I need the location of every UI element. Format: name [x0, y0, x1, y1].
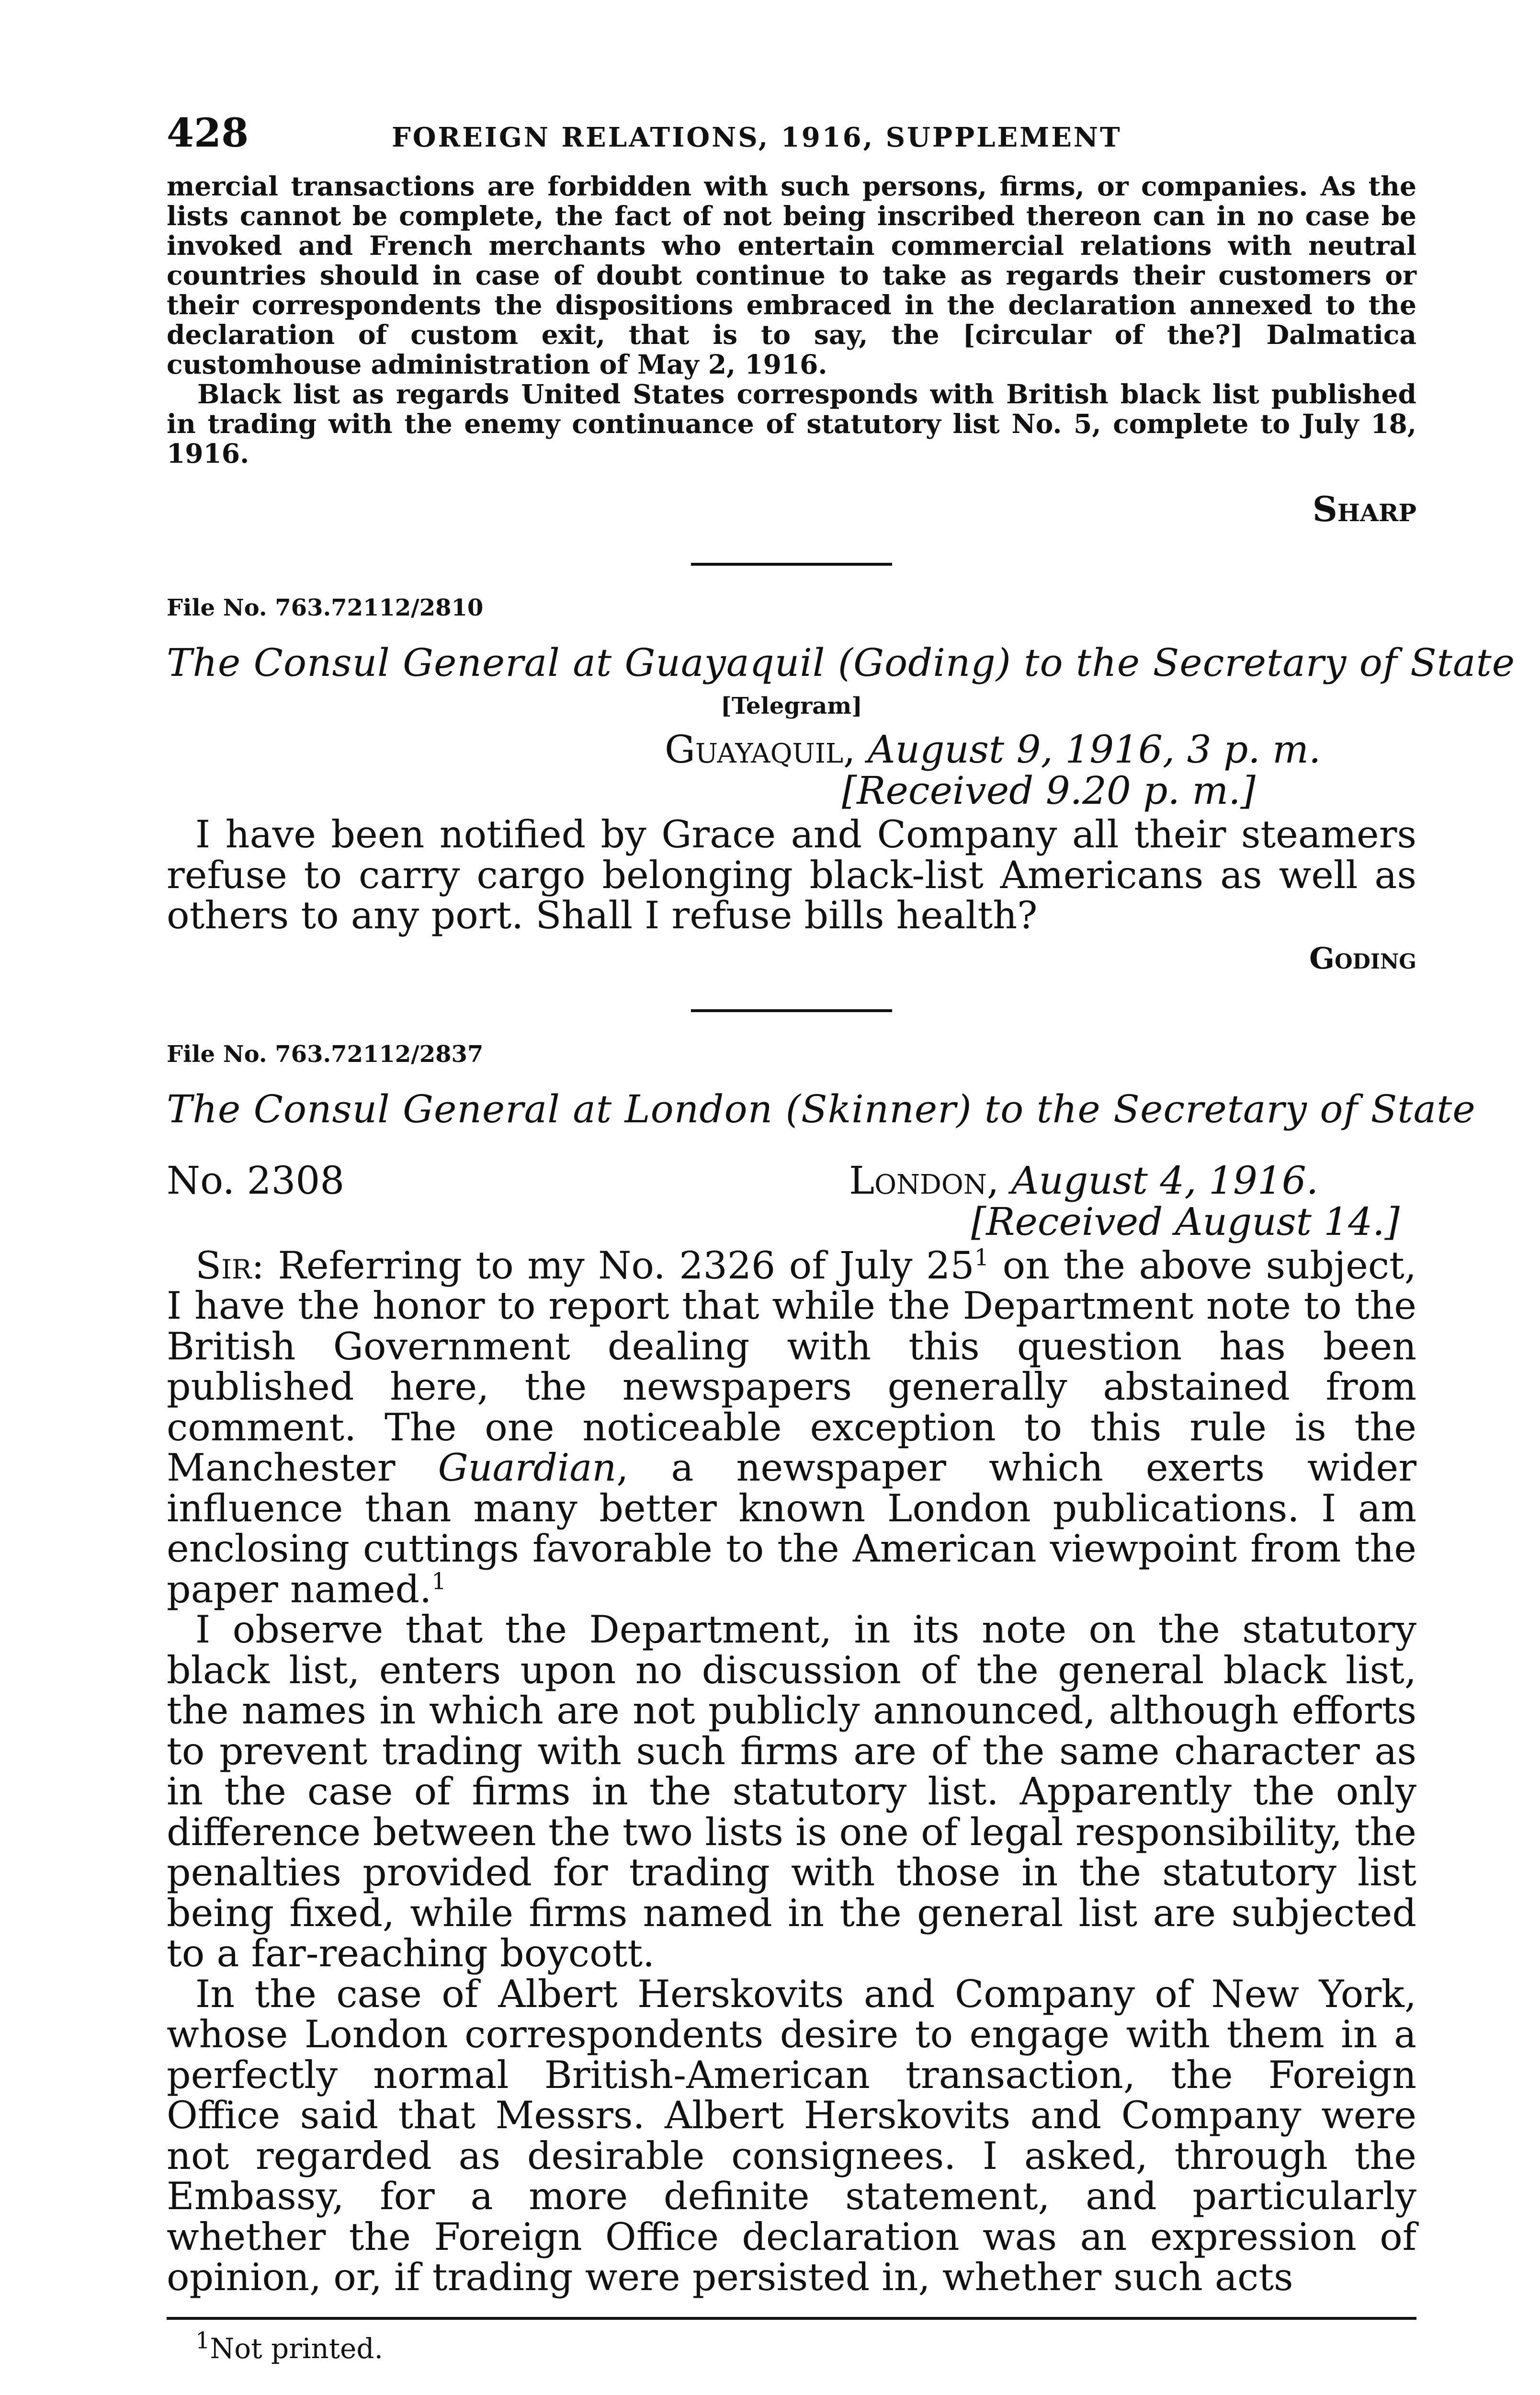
heading-name: Skinner — [801, 1086, 957, 1131]
footnote-marker: 1 — [195, 2327, 210, 2354]
continuation-paragraph-1: mercial transactions are forbidden with such persons, firms, or companies. As the lists cannot be complete, the fact of not being inscribed thereon can in no case be invoked and French merchants who entertain commercial relations with neutral countries should in case of doubt continue to take as regards their customers or their correspondents the dispositions embraced in the declaration annexed to the declaration of custom exit, that is to say, the [circular of the?] Dalmatica customhouse administration of May 2, 1916. — [167, 171, 1416, 380]
document-london — [167, 1040, 1476, 2299]
footnote-divider — [167, 2317, 1416, 2320]
signature-sharp: Sharp — [1312, 489, 1416, 529]
number-dateline-row — [167, 1160, 1416, 1201]
page-header — [167, 110, 1416, 168]
footnote — [167, 2327, 1416, 2365]
telegram-label: [Telegram] — [721, 693, 862, 719]
received-line: [Received August 14.] — [971, 1199, 1400, 1244]
document-heading — [167, 640, 1516, 685]
section-divider-1 — [691, 563, 892, 566]
telegram-body: I have been notified by Grace and Company all their steamers refuse to carry cargo belonging black-list Americans as well as others to any port. Shall I refuse bills health? — [167, 812, 1416, 937]
paragraph-text: on the above subject, I have the honor to report that while the Department note to the British Government dealing with this question has been published here, the newspapers generally abstained from comment. The one noticeable exception to this rule is the Manchester — [167, 1243, 1416, 1490]
letter-paragraph-2: I observe that the Department, in its note on the statutory black list, enters upon no discussion of the general black list, the names in which are not publicly announced, although efforts to prevent trading with such firms are of the same character as in the case of firms in the statutory list. Apparently the only difference between the two lists is one of legal responsibility, the penalties provided for trading with those in the statutory list being fixed, while firms named in the general list are subjected to a far-reaching boycott. — [167, 1608, 1416, 1975]
document-page — [167, 110, 1516, 2365]
continuation-section — [167, 171, 1416, 529]
signature-goding: Goding — [1309, 940, 1416, 976]
dateline-date: August 4, 1916. — [1011, 1158, 1319, 1203]
document-guayaquil — [167, 594, 1516, 976]
dateline-place: Guayaquil, — [665, 727, 856, 772]
salutation: Sir — [195, 1243, 252, 1288]
footnote-ref: 1 — [974, 1244, 989, 1271]
paragraph-text: : Referring to my No. 2326 of July 25 — [251, 1243, 974, 1288]
footnote-text: Not printed. — [210, 2332, 383, 2365]
file-number: File No. 763.72112/2837 — [167, 1040, 484, 1068]
letter-paragraph-1 — [167, 1245, 1416, 1610]
dateline-date: August 9, 1916, 3 p. m. — [867, 727, 1321, 772]
dateline-place: London, — [849, 1158, 999, 1203]
heading-text-end: ) to the Secretary of State — [996, 640, 1516, 685]
section-divider-2 — [691, 1009, 892, 1012]
heading-name: Goding — [853, 640, 996, 685]
dateline — [167, 729, 1416, 770]
dispatch-number: No. 2308 — [167, 1158, 345, 1203]
heading-text-start: The Consul General at Guayaquil ( — [167, 640, 854, 685]
footnote-ref: 1 — [431, 1568, 446, 1595]
running-head: FOREIGN RELATIONS, 1916, SUPPLEMENT — [392, 122, 1122, 153]
heading-text-end: ) to the Secretary of State — [956, 1086, 1476, 1131]
continuation-paragraph-2: Black list as regards United States corresponds with British black list published in trading with the enemy continuance of statutory list No. 5, complete to July 18, 1916. — [167, 378, 1416, 469]
file-number: File No. 763.72112/2810 — [167, 594, 484, 621]
heading-text-start: The Consul General at London ( — [167, 1086, 801, 1131]
newspaper-name: Guardian — [438, 1446, 617, 1490]
page-number: 428 — [167, 110, 249, 156]
document-heading — [167, 1086, 1476, 1131]
paragraph-text: , a newspaper which exerts wider influence than many better known London publications. I am enclosing cuttings favorable to the American viewpoint from the paper named. — [167, 1446, 1416, 1611]
received-line: [Received 9.20 p. m.] — [842, 768, 1256, 813]
letter-paragraph-3: In the case of Albert Herskovits and Company of New York, whose London correspondents desire to engage with them in a perfectly normal British-American transaction, the Foreign Office said that Messrs. Albert Herskovits and Company were not regarded as desirable consignees. I asked, through the Embassy, for a more definite statement, and particularly whether the Foreign Office declaration was an expression of opinion, or, if trading were persisted in, whether such acts — [167, 1972, 1416, 2299]
